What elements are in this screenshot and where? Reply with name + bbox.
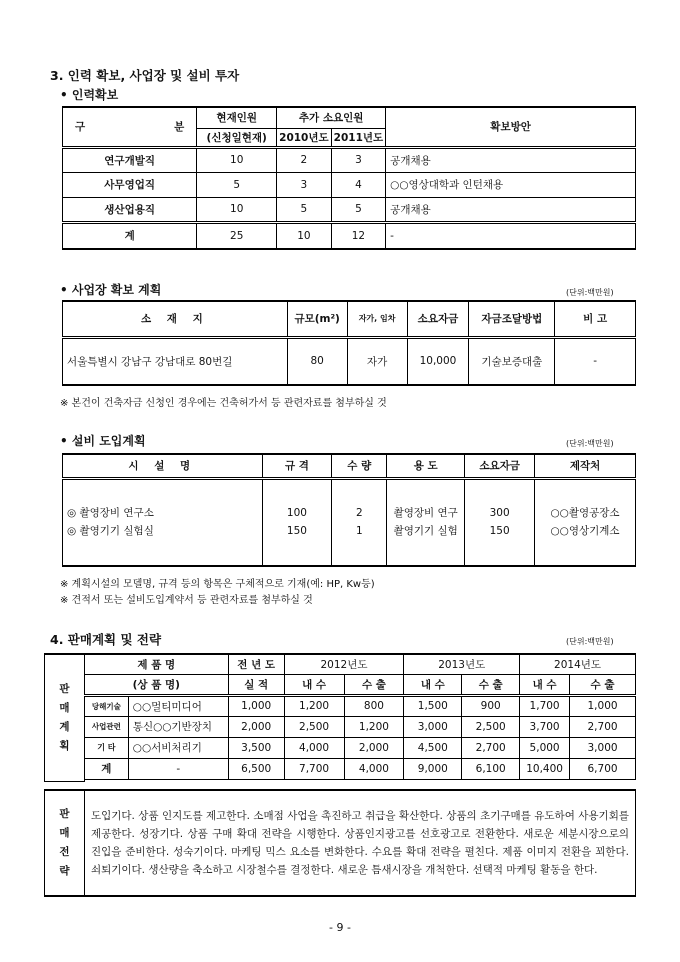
row-current: 5 bbox=[197, 172, 277, 197]
header-own-lease: 자가, 임차 bbox=[347, 301, 407, 337]
total-e14: 6,700 bbox=[570, 758, 636, 779]
table-row bbox=[63, 337, 636, 385]
section3-title: 3. 인력 확보, 사업장 및 설비 투자 bbox=[50, 68, 240, 83]
header-category-b: 분 bbox=[174, 121, 185, 134]
header-prev-year-sub: 실 적 bbox=[228, 674, 284, 695]
header-current-sub: (신청일현재) bbox=[197, 128, 277, 147]
header-product: 제 품 명 bbox=[84, 654, 228, 674]
funds-2: 150 bbox=[489, 525, 510, 538]
row-current: 10 bbox=[197, 147, 277, 172]
personnel-table bbox=[62, 106, 636, 250]
header-method: 자금조달방법 bbox=[469, 301, 555, 337]
maker-1: ○○촬영공장소 bbox=[550, 507, 620, 520]
table-row bbox=[45, 737, 636, 758]
row-d12: 4,000 bbox=[284, 737, 344, 758]
table-row bbox=[63, 197, 636, 222]
row-name: 생산업용직 bbox=[63, 197, 197, 222]
row-e14: 1,000 bbox=[570, 695, 636, 716]
total-d13: 9,000 bbox=[404, 758, 462, 779]
equipment-table bbox=[62, 453, 636, 567]
strategy-label bbox=[45, 790, 85, 896]
row-d13: 4,500 bbox=[404, 737, 462, 758]
row-2010: 3 bbox=[277, 172, 332, 197]
sales-plan-table bbox=[44, 653, 636, 782]
row-d14: 3,700 bbox=[520, 716, 570, 737]
table-row bbox=[63, 147, 636, 172]
header-remark: 비 고 bbox=[555, 301, 636, 337]
row-plan: 공개채용 bbox=[386, 197, 636, 222]
row-category: 당해기술 bbox=[84, 695, 128, 716]
spec-2: 150 bbox=[286, 525, 307, 538]
header-category-a: 구 bbox=[75, 121, 86, 134]
row-e14: 3,000 bbox=[570, 737, 636, 758]
table-row bbox=[63, 478, 636, 566]
row-d13: 1,500 bbox=[404, 695, 462, 716]
header-domestic-2013: 내 수 bbox=[404, 674, 462, 695]
spec-cell bbox=[262, 478, 332, 566]
facility-1: ◎ 촬영장비 연구소 bbox=[67, 507, 154, 520]
total-current: 25 bbox=[197, 222, 277, 249]
equipment-note-1: ※ 계획시설의 모델명, 규격 등의 항목은 구체적으로 기재(예: HP, Kw등) bbox=[60, 579, 375, 590]
equipment-title: • 설비 도입계획 bbox=[60, 434, 146, 448]
header-export-2013: 수 출 bbox=[462, 674, 520, 695]
row-prev: 1,000 bbox=[228, 695, 284, 716]
total-2010: 10 bbox=[277, 222, 332, 249]
header-scale: 규모(m²) bbox=[287, 301, 347, 337]
use-cell bbox=[387, 478, 465, 566]
row-2011: 5 bbox=[331, 197, 386, 222]
row-funds: 10,000 bbox=[407, 337, 469, 385]
header-location: 소 재 지 bbox=[63, 301, 288, 337]
strategy-label-char: 매 bbox=[59, 827, 70, 839]
header-domestic-2012: 내 수 bbox=[284, 674, 344, 695]
total-prev: 6,500 bbox=[228, 758, 284, 779]
total-row bbox=[45, 758, 636, 779]
total-e12: 4,000 bbox=[344, 758, 404, 779]
facility-2: ◎ 촬영기기 실험실 bbox=[67, 525, 154, 538]
row-category: 기 타 bbox=[84, 737, 128, 758]
row-plan: ○○영상대학과 인턴채용 bbox=[386, 172, 636, 197]
row-2010: 2 bbox=[277, 147, 332, 172]
header-2011: 2011년도 bbox=[331, 128, 386, 147]
table-row bbox=[45, 716, 636, 737]
use-1: 촬영장비 연구 bbox=[393, 507, 458, 520]
row-prev: 2,000 bbox=[228, 716, 284, 737]
strategy-label-char: 판 bbox=[59, 808, 70, 820]
qty-2: 1 bbox=[355, 525, 363, 538]
row-e12: 1,200 bbox=[344, 716, 404, 737]
row-d12: 1,200 bbox=[284, 695, 344, 716]
plan-label bbox=[45, 654, 85, 781]
header-funds: 소요자금 bbox=[407, 301, 469, 337]
total-product: - bbox=[128, 758, 228, 779]
row-product: ○○멀티미디어 bbox=[128, 695, 228, 716]
header-2014: 2014년도 bbox=[520, 654, 636, 674]
plan-label-char: 획 bbox=[59, 739, 70, 752]
row-e12: 2,000 bbox=[344, 737, 404, 758]
header-product-sub: (상 품 명) bbox=[84, 674, 228, 695]
row-e14: 2,700 bbox=[570, 716, 636, 737]
header-current: 현재인원 bbox=[197, 107, 277, 128]
section4-unit: (단위:백만원) bbox=[566, 637, 614, 646]
header-2012: 2012년도 bbox=[284, 654, 404, 674]
workplace-note: ※ 본건이 건축자금 신청인 경우에는 건축허가서 등 관련자료를 첨부하실 것 bbox=[60, 398, 387, 409]
total-row bbox=[63, 222, 636, 249]
row-2011: 4 bbox=[331, 172, 386, 197]
plan-label-char: 판 bbox=[59, 682, 70, 695]
row-plan: 공개채용 bbox=[386, 147, 636, 172]
total-plan: - bbox=[386, 222, 636, 249]
row-category: 사업관련 bbox=[84, 716, 128, 737]
row-2011: 3 bbox=[331, 147, 386, 172]
strategy-label-char: 전 bbox=[59, 846, 70, 858]
header-plan: 확보방안 bbox=[386, 107, 636, 147]
plan-label-char: 매 bbox=[59, 701, 70, 714]
row-e13: 900 bbox=[462, 695, 520, 716]
equipment-unit: (단위:백만원) bbox=[566, 439, 614, 448]
funds-cell bbox=[465, 478, 535, 566]
row-product: ○○서비처리기 bbox=[128, 737, 228, 758]
total-e13: 6,100 bbox=[462, 758, 520, 779]
row-prev: 3,500 bbox=[228, 737, 284, 758]
header-qty: 수 량 bbox=[332, 454, 387, 478]
total-d14: 10,400 bbox=[520, 758, 570, 779]
row-location: 서울특별시 강남구 강남대로 80번길 bbox=[63, 337, 288, 385]
strategy-label-char: 략 bbox=[59, 865, 70, 877]
workplace-table bbox=[62, 300, 636, 386]
qty-1: 2 bbox=[355, 507, 363, 520]
total-category: 계 bbox=[84, 758, 128, 779]
header-facility: 시 설 명 bbox=[63, 454, 263, 478]
row-current: 10 bbox=[197, 197, 277, 222]
row-own-lease: 자가 bbox=[347, 337, 407, 385]
total-d12: 7,700 bbox=[284, 758, 344, 779]
header-funds: 소요자금 bbox=[465, 454, 535, 478]
total-name: 계 bbox=[63, 222, 197, 249]
header-additional: 추가 소요인원 bbox=[277, 107, 386, 128]
qty-cell bbox=[332, 478, 387, 566]
row-d14: 5,000 bbox=[520, 737, 570, 758]
row-e12: 800 bbox=[344, 695, 404, 716]
personnel-title: • 인력확보 bbox=[60, 88, 119, 102]
table-row bbox=[63, 172, 636, 197]
header-maker: 제작처 bbox=[535, 454, 636, 478]
header-export-2012: 수 출 bbox=[344, 674, 404, 695]
strategy-text: 도입기다. 상품 인지도를 제고한다. 소매점 사업을 촉진하고 취급을 확산한다. 상품의 초기구매를 유도하여 사용기회를 제공한다. 성장기다. 상품 구매 확대 전략을 시행한다. 상품인지광고를 선호광고로 전환한다. 새로운 세분시장으로의 진입을 준비한다. 성숙기이다. 마케팅 믹스 요소를 변화한다. 수요를 확대 전략을 펼친다. 제품 이미지 전환을 꾀한다. 쇠퇴기이다. 생산량을 축소하고 시장철수를 결정한다. 새로운 틈새시장을 개척한다. 선택적 마케팅 활동을 한다. bbox=[84, 790, 635, 896]
row-d12: 2,500 bbox=[284, 716, 344, 737]
header-domestic-2014: 내 수 bbox=[520, 674, 570, 695]
row-e13: 2,500 bbox=[462, 716, 520, 737]
maker-cell bbox=[535, 478, 636, 566]
row-scale: 80 bbox=[287, 337, 347, 385]
row-name: 사무영업직 bbox=[63, 172, 197, 197]
header-export-2014: 수 출 bbox=[570, 674, 636, 695]
section4-title: 4. 판매계획 및 전략 bbox=[50, 632, 162, 647]
row-2010: 5 bbox=[277, 197, 332, 222]
plan-label-char: 계 bbox=[59, 720, 70, 733]
equipment-note-2: ※ 견적서 또는 설비도입계약서 등 관련자료를 첨부하실 것 bbox=[60, 595, 313, 606]
header-category bbox=[63, 107, 197, 147]
funds-1: 300 bbox=[489, 507, 510, 520]
spec-1: 100 bbox=[286, 507, 307, 520]
row-name: 연구개발직 bbox=[63, 147, 197, 172]
header-2013: 2013년도 bbox=[404, 654, 520, 674]
header-use: 용 도 bbox=[387, 454, 465, 478]
use-2: 촬영기기 실험 bbox=[393, 525, 458, 538]
row-product: 통신○○기반장치 bbox=[128, 716, 228, 737]
header-prev-year: 전 년 도 bbox=[228, 654, 284, 674]
workplace-title: • 사업장 확보 계획 bbox=[60, 283, 162, 297]
table-row bbox=[45, 695, 636, 716]
sales-strategy-table bbox=[44, 789, 636, 897]
header-2010: 2010년도 bbox=[277, 128, 332, 147]
total-2011: 12 bbox=[331, 222, 386, 249]
row-d13: 3,000 bbox=[404, 716, 462, 737]
workplace-unit: (단위:백만원) bbox=[566, 288, 614, 297]
facility-cell bbox=[63, 478, 263, 566]
row-method: 기술보증대출 bbox=[469, 337, 555, 385]
row-e13: 2,700 bbox=[462, 737, 520, 758]
page-number: - 9 - bbox=[329, 921, 351, 934]
row-d14: 1,700 bbox=[520, 695, 570, 716]
row-remark: - bbox=[555, 337, 636, 385]
maker-2: ○○영상기계소 bbox=[550, 525, 620, 538]
header-spec: 규 격 bbox=[262, 454, 332, 478]
